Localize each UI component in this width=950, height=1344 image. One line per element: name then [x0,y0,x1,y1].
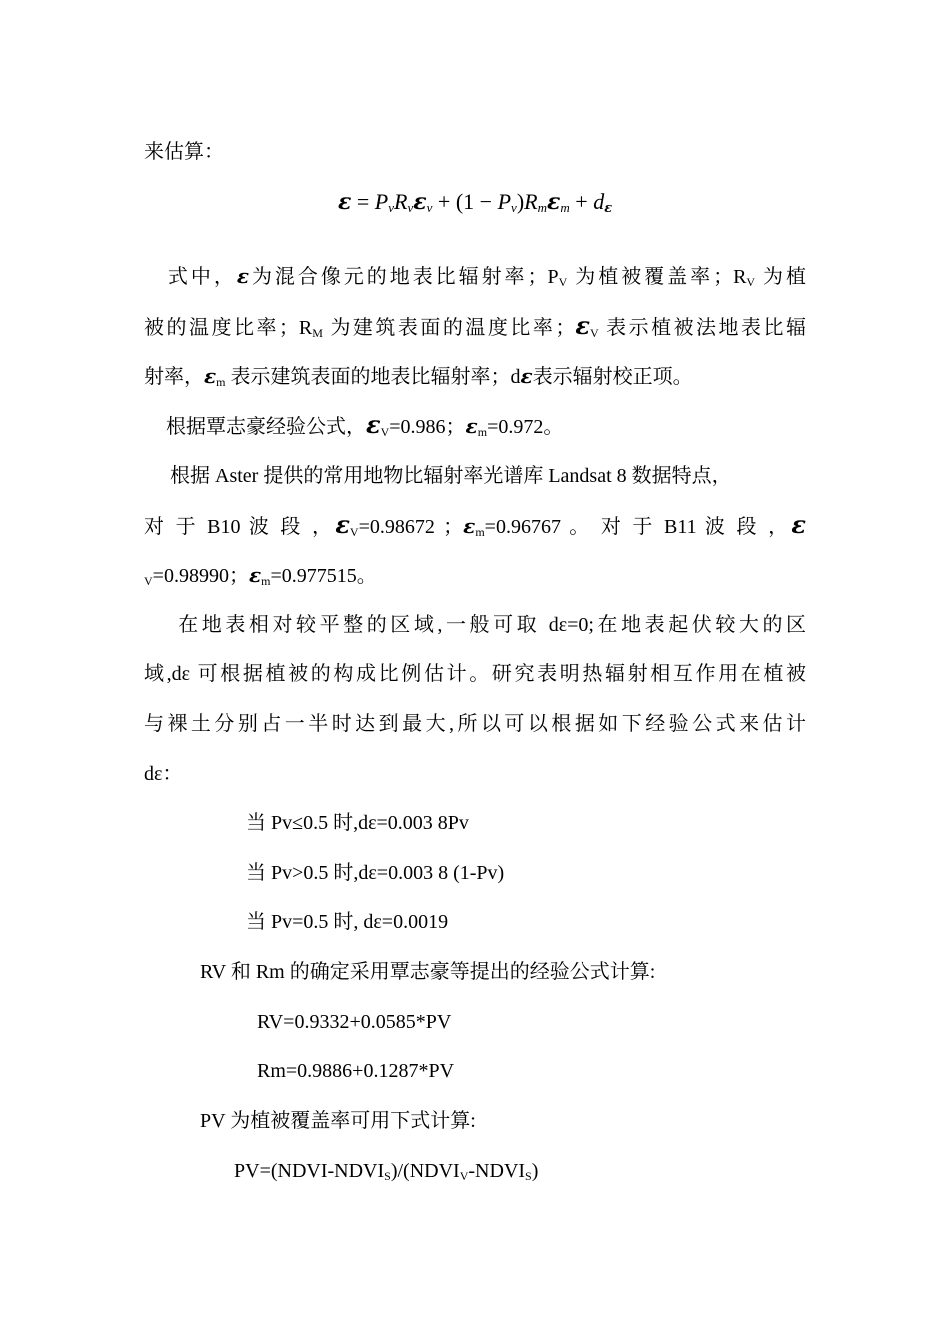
case-2: 当 Pv>0.5 时,dε=0.003 8 (1-Pv) [246,862,505,884]
formula-sub-v: v [407,200,414,215]
subscript: V [459,1169,469,1183]
formula-equals: = [356,189,370,214]
rm-formula: Rm=0.9886+0.1287*PV [257,1060,455,1082]
para1-line1 [144,262,806,291]
subscript: m [475,525,485,539]
formula-sub-m: m [560,200,570,215]
text: 为建筑表面的温度比率； [322,317,576,339]
text: 表示建筑表面的地表比辐射率；d [225,366,521,388]
para4-line3: 与裸土分别占一半时达到最大,所以可以根据如下经验公式来估计 [144,713,806,735]
subscript: m [477,425,488,439]
formula-d: d [593,189,605,214]
epsilon: ε [366,410,381,439]
formula-pv: P [497,189,512,214]
formula-pv: P [374,189,389,214]
subscript: m [261,574,271,588]
subscript: S [525,1169,532,1183]
formula-epsilon-m: ε [547,189,561,215]
epsilon: ε [575,311,590,340]
para3-line1: 根据 Aster 提供的常用地物比辐射率光谱库 Landsat 8 数据特点， [170,465,732,487]
para1-line3 [144,362,693,391]
subscript: V [589,326,599,340]
text: 根据覃志豪经验公式， [166,416,366,438]
lead-text: 来估算： [144,141,224,163]
text: =0.96767 。 对 于 B11 波 段 ， [484,516,792,538]
text: 表示辐射校正项。 [532,366,693,388]
subscript: V [380,425,390,439]
formula-paren: ) [516,189,525,214]
formula-sub-m: m [537,200,547,215]
text: =0.977515。 [270,565,377,587]
text: 表示植被法地表比辐 [598,317,807,339]
subscript: M [312,326,323,340]
text: 对 于 B10 波 段 ， [144,516,336,538]
text: 被的温度比率；R [144,317,313,339]
case-3: 当 Pv=0.5 时, dε=0.0019 [246,911,449,933]
formula-plus: + [575,189,588,214]
epsilon: ε [204,364,217,388]
pv-formula [234,1157,538,1185]
para3-line3 [144,561,377,590]
formula-epsilon-v: ε [413,189,427,215]
epsilon: ε [463,514,476,538]
text: ) [531,1160,539,1182]
epsilon: ε [520,364,533,388]
para1-line2 [144,312,806,342]
subscript: m [216,375,226,389]
epsilon: ε [248,563,262,587]
emissivity-formula [338,186,612,218]
rv-formula: RV=0.9332+0.0585*PV [257,1011,452,1033]
text: 式中， [167,266,237,288]
text: =0.986； [389,416,466,438]
formula-paren: ( [455,189,464,214]
subscript: V [349,525,359,539]
para3-line2 [144,511,806,541]
para2 [166,411,563,441]
text: 为植 [755,266,807,288]
text: PV=(NDVI-NDVI [234,1160,385,1182]
text: 射率， [144,366,204,388]
text: 在地表相对较平整的区域,一般可取 dε=0;在地表起伏较大的区 [178,614,807,636]
epsilon: ε [791,510,806,539]
epsilon: ε [335,510,350,539]
text: =0.98672 ； [358,516,464,538]
formula-sub-epsilon: ε [604,201,613,216]
para4-line2: 域,dε 可根据植被的构成比例估计。研究表明热辐射相互作用在植被 [144,663,806,685]
text: 为植被覆盖率；R [567,266,747,288]
text: 为混合像元的地表比辐射率；P [248,266,559,288]
text: )/(NDVI [390,1160,460,1182]
subscript: V [746,275,756,289]
subscript: S [384,1169,391,1183]
case-1: 当 Pv≤0.5 时,dε=0.003 8Pv [246,812,469,834]
formula-sub-v: v [426,200,433,215]
subscript: V [144,574,153,588]
formula-rv: R [394,189,408,214]
formula-epsilon: ε [338,189,352,215]
formula-sub-v: v [511,200,517,215]
para4-line1 [144,611,806,639]
formula-rm: R [524,189,538,214]
text: =0.972。 [487,416,564,438]
subscript: V [558,275,568,289]
epsilon: ε [236,264,249,288]
formula-sub-v: v [388,200,395,215]
text: -NDVI [468,1160,526,1182]
text: =0.98990； [152,565,249,587]
formula-one-minus: 1 − [463,189,493,214]
formula-plus: + [437,189,451,214]
para4-line4: dε： [144,763,183,785]
pv-intro: PV 为植被覆盖率可用下式计算: [200,1110,476,1132]
rvrm-intro: RV 和 Rm 的确定采用覃志豪等提出的经验公式计算: [200,961,656,983]
epsilon: ε [465,414,478,438]
